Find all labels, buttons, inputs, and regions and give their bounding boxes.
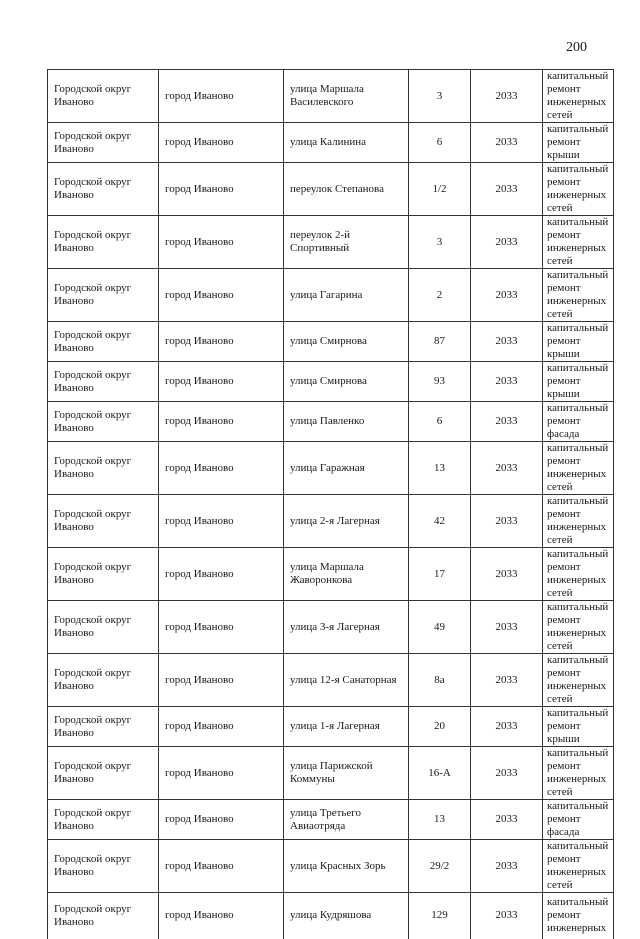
year-cell: 2033 bbox=[471, 442, 543, 495]
city-cell: город Иваново bbox=[159, 495, 284, 548]
city-cell: город Иваново bbox=[159, 601, 284, 654]
year-cell: 2033 bbox=[471, 548, 543, 601]
street-cell: переулок Степанова bbox=[284, 163, 409, 216]
table-row bbox=[48, 362, 614, 402]
work-type-cell: капитальный ремонт инженерных сетей bbox=[543, 442, 614, 495]
house-number-cell: 93 bbox=[409, 362, 471, 402]
table-row bbox=[48, 123, 614, 163]
house-number-cell: 42 bbox=[409, 495, 471, 548]
table-row bbox=[48, 654, 614, 707]
street-cell: улица 1-я Лагерная bbox=[284, 707, 409, 747]
table-row bbox=[48, 601, 614, 654]
city-cell: город Иваново bbox=[159, 548, 284, 601]
table-row bbox=[48, 216, 614, 269]
house-number-cell: 87 bbox=[409, 322, 471, 362]
okrug-cell: Городской округ Иваново bbox=[48, 269, 159, 322]
work-type-cell: капитальный ремонт инженерных сетей bbox=[543, 654, 614, 707]
city-cell: город Иваново bbox=[159, 163, 284, 216]
work-type-cell: капитальный ремонт инженерных сетей bbox=[543, 548, 614, 601]
year-cell: 2033 bbox=[471, 322, 543, 362]
house-number-cell: 1/2 bbox=[409, 163, 471, 216]
work-type-cell: капитальный ремонт фасада bbox=[543, 402, 614, 442]
work-type-cell: капитальный ремонт инженерных сетей bbox=[543, 601, 614, 654]
city-cell: город Иваново bbox=[159, 70, 284, 123]
work-type-cell: капитальный ремонт фасада bbox=[543, 800, 614, 840]
year-cell: 2033 bbox=[471, 402, 543, 442]
table-row bbox=[48, 269, 614, 322]
year-cell: 2033 bbox=[471, 216, 543, 269]
city-cell: город Иваново bbox=[159, 216, 284, 269]
okrug-cell: Городской округ Иваново bbox=[48, 362, 159, 402]
city-cell: город Иваново bbox=[159, 442, 284, 495]
work-type-cell: капитальный ремонт крыши bbox=[543, 123, 614, 163]
okrug-cell: Городской округ Иваново bbox=[48, 654, 159, 707]
work-type-cell: капитальный ремонт инженерных сетей bbox=[543, 495, 614, 548]
street-cell: улица Калинина bbox=[284, 123, 409, 163]
house-number-cell: 16-А bbox=[409, 747, 471, 800]
street-cell: улица Гаражная bbox=[284, 442, 409, 495]
city-cell: город Иваново bbox=[159, 269, 284, 322]
street-cell: улица Красных Зорь bbox=[284, 840, 409, 893]
year-cell: 2033 bbox=[471, 362, 543, 402]
city-cell: город Иваново bbox=[159, 362, 284, 402]
work-type-cell: капитальный ремонт инженерных сетей bbox=[543, 70, 614, 123]
house-number-cell: 13 bbox=[409, 442, 471, 495]
okrug-cell: Городской округ Иваново bbox=[48, 707, 159, 747]
house-number-cell: 8а bbox=[409, 654, 471, 707]
street-cell: улица Гагарина bbox=[284, 269, 409, 322]
okrug-cell: Городской округ Иваново bbox=[48, 70, 159, 123]
year-cell: 2033 bbox=[471, 601, 543, 654]
street-cell: улица Третьего Авиаотряда bbox=[284, 800, 409, 840]
work-type-cell: капитальный ремонт инженерных bbox=[543, 893, 614, 939]
city-cell: город Иваново bbox=[159, 707, 284, 747]
page-number: 200 bbox=[566, 40, 587, 55]
okrug-cell: Городской округ Иваново bbox=[48, 402, 159, 442]
okrug-cell: Городской округ Иваново bbox=[48, 548, 159, 601]
okrug-cell: Городской округ Иваново bbox=[48, 163, 159, 216]
house-number-cell: 13 bbox=[409, 800, 471, 840]
street-cell: улица 12-я Санаторная bbox=[284, 654, 409, 707]
house-number-cell: 129 bbox=[409, 893, 471, 939]
city-cell: город Иваново bbox=[159, 893, 284, 939]
city-cell: город Иваново bbox=[159, 402, 284, 442]
okrug-cell: Городской округ Иваново bbox=[48, 322, 159, 362]
house-number-cell: 6 bbox=[409, 402, 471, 442]
street-cell: улица Кудряшова bbox=[284, 893, 409, 939]
city-cell: город Иваново bbox=[159, 322, 284, 362]
house-number-cell: 3 bbox=[409, 216, 471, 269]
house-number-cell: 2 bbox=[409, 269, 471, 322]
house-number-cell: 29/2 bbox=[409, 840, 471, 893]
street-cell: улица Маршала Жаворонкова bbox=[284, 548, 409, 601]
house-number-cell: 20 bbox=[409, 707, 471, 747]
year-cell: 2033 bbox=[471, 70, 543, 123]
street-cell: улица Парижской Коммуны bbox=[284, 747, 409, 800]
city-cell: город Иваново bbox=[159, 654, 284, 707]
year-cell: 2033 bbox=[471, 269, 543, 322]
table-body bbox=[48, 70, 614, 939]
work-type-cell: капитальный ремонт крыши bbox=[543, 707, 614, 747]
okrug-cell: Городской округ Иваново bbox=[48, 893, 159, 939]
year-cell: 2033 bbox=[471, 123, 543, 163]
year-cell: 2033 bbox=[471, 800, 543, 840]
table-row bbox=[48, 402, 614, 442]
table-row bbox=[48, 70, 614, 123]
house-number-cell: 49 bbox=[409, 601, 471, 654]
year-cell: 2033 bbox=[471, 163, 543, 216]
house-number-cell: 6 bbox=[409, 123, 471, 163]
year-cell: 2033 bbox=[471, 893, 543, 939]
table-row bbox=[48, 548, 614, 601]
city-cell: город Иваново bbox=[159, 123, 284, 163]
okrug-cell: Городской округ Иваново bbox=[48, 840, 159, 893]
okrug-cell: Городской округ Иваново bbox=[48, 800, 159, 840]
work-type-cell: капитальный ремонт инженерных сетей bbox=[543, 216, 614, 269]
okrug-cell: Городской округ Иваново bbox=[48, 747, 159, 800]
city-cell: город Иваново bbox=[159, 800, 284, 840]
table-row bbox=[48, 707, 614, 747]
street-cell: переулок 2-й Спортивный bbox=[284, 216, 409, 269]
street-cell: улица Смирнова bbox=[284, 322, 409, 362]
street-cell: улица Маршала Василевского bbox=[284, 70, 409, 123]
okrug-cell: Городской округ Иваново bbox=[48, 216, 159, 269]
work-type-cell: капитальный ремонт инженерных сетей bbox=[543, 747, 614, 800]
house-number-cell: 17 bbox=[409, 548, 471, 601]
work-type-cell: капитальный ремонт инженерных сетей bbox=[543, 163, 614, 216]
year-cell: 2033 bbox=[471, 707, 543, 747]
table-row bbox=[48, 800, 614, 840]
city-cell: город Иваново bbox=[159, 747, 284, 800]
work-type-cell: капитальный ремонт инженерных сетей bbox=[543, 269, 614, 322]
okrug-cell: Городской округ Иваново bbox=[48, 495, 159, 548]
table-row bbox=[48, 747, 614, 800]
okrug-cell: Городской округ Иваново bbox=[48, 123, 159, 163]
housing-repair-table bbox=[47, 69, 614, 939]
table-row bbox=[48, 442, 614, 495]
year-cell: 2033 bbox=[471, 495, 543, 548]
city-cell: город Иваново bbox=[159, 840, 284, 893]
table-row bbox=[48, 840, 614, 893]
work-type-cell: капитальный ремонт инженерных сетей bbox=[543, 840, 614, 893]
table-row bbox=[48, 893, 614, 939]
street-cell: улица Павленко bbox=[284, 402, 409, 442]
work-type-cell: капитальный ремонт крыши bbox=[543, 362, 614, 402]
street-cell: улица 3-я Лагерная bbox=[284, 601, 409, 654]
okrug-cell: Городской округ Иваново bbox=[48, 601, 159, 654]
table-row bbox=[48, 495, 614, 548]
year-cell: 2033 bbox=[471, 840, 543, 893]
okrug-cell: Городской округ Иваново bbox=[48, 442, 159, 495]
year-cell: 2033 bbox=[471, 747, 543, 800]
year-cell: 2033 bbox=[471, 654, 543, 707]
table-row bbox=[48, 163, 614, 216]
work-type-cell: капитальный ремонт крыши bbox=[543, 322, 614, 362]
table-row bbox=[48, 322, 614, 362]
street-cell: улица Смирнова bbox=[284, 362, 409, 402]
street-cell: улица 2-я Лагерная bbox=[284, 495, 409, 548]
house-number-cell: 3 bbox=[409, 70, 471, 123]
